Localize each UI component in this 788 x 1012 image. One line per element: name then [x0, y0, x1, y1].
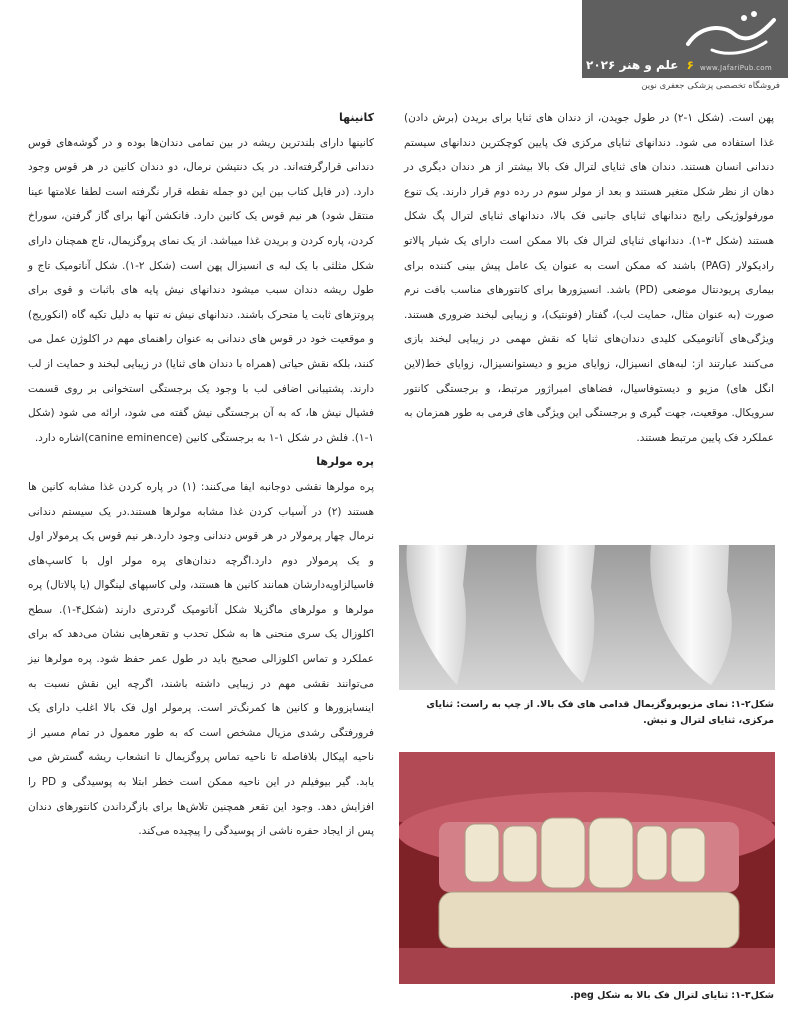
- figure-teeth-photo: [399, 545, 775, 690]
- canines-paragraph: کانینها دارای بلندترین ریشه در بین تمامی دندان‌ها بوده و در گوشه‌های قوس دندانی قرار‌گرفته‌اند. در یک دنتیشن نرمال، دو دندان کانین در هر قوس وجود دارد. (در فایل کتاب بین این دو جمله نقطه قرار نگرفته است لطفا علامتها عینا منتقل شود) هر نیم قوس یک کانین دارد. فانکشن آنها برای گاز گرفتن، سوراخ کردن، پاره کردن و بریدن غذا میباشد. از یک نمای پروگزیمال، تاج همچنان دارای شکل مثلثی با یک لبه ی انسیزال پهن است (شکل ۲-۱). شکل آناتومیک تاج و طول ریشه دندان سبب میشود دندانهای نیش پایه های باثبات و قوی برای پروتزهای ثابت یا متحرک باشند. دندانهای نیش نه تنها به دلیل تکیه گاه (انکوریج) و موقعیت خود در قوس های دندانی به عنوان راهنمای مهم در اکلوژن عمل می کنند، بلکه نقش حیاتی (همراه با دندان های ثنایا) در زیبایی لبخند و حمایت از لب دارند. پشتیبانی اضافی لب با وجود یک برجستگی استخوانی بر روی قسمت فشیال نیش ها، که به آن برجستگی نیش گفته می شود، ارائه می شود (شکل ۱-۱). فلش در شکل ۱-۱ به برجستگی کانین (canine eminence)اشاره دارد.: [28, 136, 374, 444]
- magazine-title: علم و هنر ۲۰۲۶: [586, 58, 679, 72]
- page-number: ۶: [686, 58, 694, 72]
- figure1-caption-label: شکل۲-۱:: [731, 699, 774, 710]
- premolars-heading: پره مولرها: [316, 455, 374, 469]
- figure2-caption-text: ثنایای لترال فک بالا به شکل peg.: [570, 990, 729, 1001]
- canines-heading: کانینها: [338, 111, 374, 124]
- premolars-paragraph: پره مولرها نقشی دوجانبه ایفا می‌کنند: (۱) در پاره کردن غذا مشابه کانین ها هستند (۲) در آسیاب کردن غذا مشابه مولرها هستند.در یک سیستم دندانی نرمال چهار پرمولار در هر قوس دندانی وجود دارد.هر نیم قوس یک پرمولار اول و یک پرمولار دوم دارد.اگرچه دندان‌های پره مولر اول با کاسپ‌های فاسیالزاویه‌دارشان همانند کانین ها هستند، ولی کاسپهای لینگوال (یا پالاتال) پره مولرها و مولرهای ماگزیلا شکل آناتومیک گردتری دارند (شکل۴-۱). سطح اکلوزال یک سری منحنی ها به شکل تحدب و تقعرهایی نشان می‌دهد که برای عملکرد و تماس اکلوزالی صحیح باید در طول عمر حفظ شود. پره مولرها نیز می‌توانند نقشی مهم در زیبایی داشته باشند، اگرچه این نقش نسبت به اینسایزورها و کانین ها کمرنگ‌تر است. پرمولر اول فک بالا اغلب دارای یک فرورفتگی رشدی مزیال مشخص است که به طور معمول در تمام مسیر از ناحیه اپیکال بلافاصله تا ناحیه تماس پروگزیمال تا انشعاب ریشه گسترش می یابد. گیر بیوفیلم در این ناحیه ممکن است خطر ابتلا به پوسیدگی و PD را افزایش دهد. وجود این تقعر همچنین تلاش‌ها برای بازگرداندن کانتورهای دندان پس از ایجاد حفره ناشی از پوسیدگی را پیچیده می‌کند.: [28, 480, 375, 838]
- right-column: [404, 106, 774, 450]
- figure-mouth-photo: [399, 752, 775, 984]
- left-column: [28, 106, 374, 844]
- issue-label: [586, 58, 694, 72]
- figure2-caption: [404, 988, 774, 1004]
- figure1-caption-text: نمای مزیوپروگزیمال قدامی های فک بالا. از چپ به راست: ثنایای مرکزی، ثنایای لترال و نیش.: [426, 699, 774, 726]
- incisors-paragraph: پهن است. (شکل ۱-۲) در طول جویدن، از دندان های ثنایا برای بریدن (برش دادن) غذا استفاده می شود. دندانهای ثنایای مرکزی فک پایین کوچکترین دندانهای سیستم دندانی انسان هستند. دندان های ثنایای لترال فک بالا بیشتر از هر دندان دیگری در دهان از نظر شکل متغیر هستند و بعد از مولر سوم در رده دوم قرار دارند. یک تنوع مورفولوژیکی رایج دندانهای ثنایای جانبی فک بالا، دندانهای ثنایای لترال پگ شکل هستند (شکل ۳-۱). دندانهای ثنایای لترال فک بالا ممکن است دارای یک شیار پالاتو رادیکولار (PAG) باشند که ممکن است به عنوان یک عامل پیش بینی کننده برای بیماری پریودنتال موضعی (PD) باشد. انسیزورها برای کانتورهای مناسب بافت نرم صورت (به عنوان مثال، حمایت لب)، گفتار (فونتیک)، و زیبایی لبخند ضروری هستند. ویژگی‌های آناتومیکی کلیدی دندان‌های ثنایا که نقش مهمی در زیبایی لبخند بازی می‌کنند عبارتند از: لبه‌های انسیزال، زوایای مزیو و دیستوانسیزال، زوایای خط(لاین انگل های) مزیو و دیستوفاسیال، فضاهای امبراژور مرتبط، و برجستگی کانتور سرویکال. موقعیت، جهت گیری و برجستگی این ویژگی های فرمی به طور همزمان به عملکرد فک پایین مرتبط هستند.: [404, 112, 774, 444]
- figure2-caption-label: شکل۳-۱:: [731, 990, 774, 1001]
- publisher-logo: [682, 4, 782, 66]
- logo-website: www.JafariPub.com: [700, 64, 772, 72]
- figure1-caption: [404, 697, 774, 729]
- store-name: فروشگاه تخصصی پزشکی جعفری نوین: [641, 81, 780, 91]
